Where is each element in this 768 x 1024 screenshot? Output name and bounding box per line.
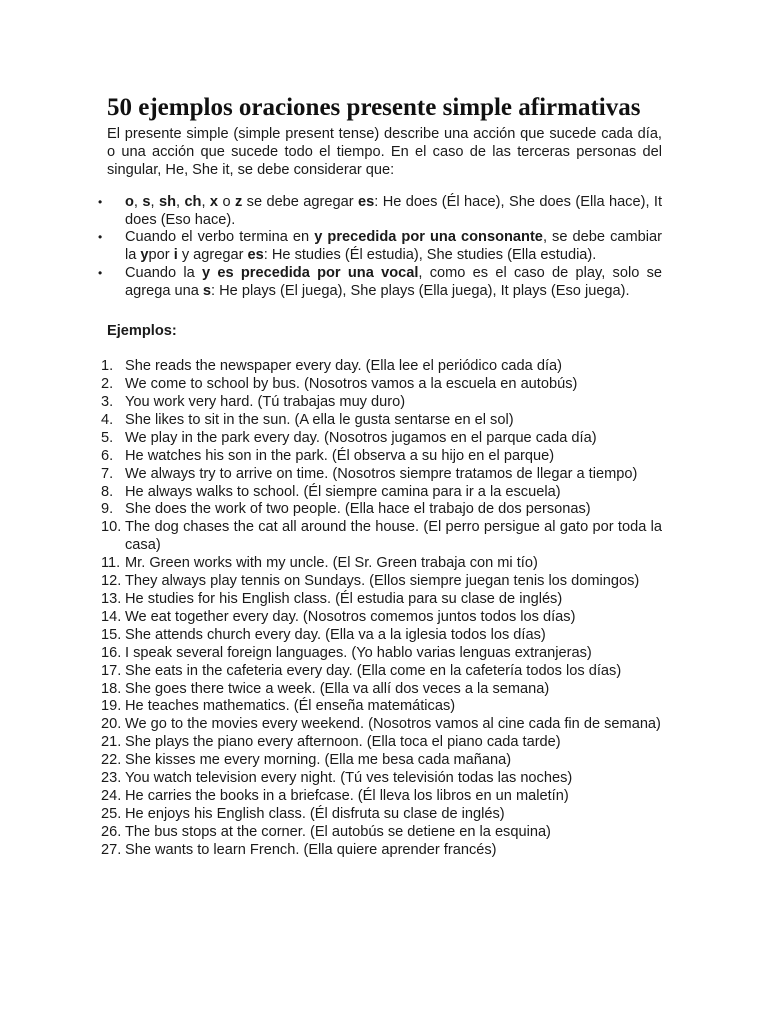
example-item xyxy=(101,394,662,412)
example-number: 10. xyxy=(101,519,122,536)
example-text: The bus stops at the corner. (El autobús se detiene en la esquina) xyxy=(125,823,551,840)
example-number: 25. xyxy=(101,805,122,822)
example-text: She goes there twice a week. (Ella va allí dos veces a la semana) xyxy=(125,680,550,697)
example-number: 23. xyxy=(101,770,122,787)
example-text: They always play tennis on Sundays. (Ellos siempre juegan tenis los domingos) xyxy=(125,573,640,590)
bullet-icon: • xyxy=(98,265,103,280)
rule-text: , xyxy=(133,194,143,210)
rule-emphasis: y precedida por una consonante xyxy=(314,229,543,246)
rule-emphasis: x xyxy=(209,194,219,210)
example-item xyxy=(101,698,662,716)
bullet-icon: • xyxy=(98,195,103,209)
example-number: 16. xyxy=(101,644,122,661)
rule-text: : He studies (Él estudia), She studies (Ella estudia). xyxy=(263,247,597,264)
example-number: 9. xyxy=(101,501,114,518)
rule-text: o xyxy=(218,194,235,210)
rule-text: : He plays (El juega), She plays (Ella juega), It plays (Eso juega). xyxy=(211,282,630,299)
example-item xyxy=(101,662,662,681)
example-text: She reads the newspaper every day. (Ella lee el periódico cada día) xyxy=(125,358,562,375)
example-number: 19. xyxy=(101,698,122,715)
example-number: 21. xyxy=(101,734,122,751)
example-item xyxy=(101,734,662,752)
rule-emphasis: es xyxy=(358,194,375,210)
rule-emphasis: o xyxy=(125,194,134,210)
rule-text: , xyxy=(175,194,185,210)
example-item xyxy=(101,429,662,448)
example-item xyxy=(101,483,662,502)
rule-text: : He does (Él hace), She does (Ella hace), It does (Eso hace). xyxy=(125,194,663,228)
example-text: He enjoys his English class. (Él disfruta su clase de inglés) xyxy=(125,805,505,822)
example-text: We eat together every day. (Nosotros comemos juntos todos los días) xyxy=(125,608,576,625)
example-number: 3. xyxy=(101,394,114,411)
example-text: He carries the books in a briefcase. (Él lleva los libros en un maletín) xyxy=(125,787,569,804)
examples-list xyxy=(101,358,662,859)
rule-emphasis: s xyxy=(202,282,212,299)
example-text: She does the work of two people. (Ella hace el trabajo de dos personas) xyxy=(125,501,591,518)
rule-item xyxy=(98,229,662,264)
page-title: 50 ejemplos oraciones presente simple afirmativas xyxy=(107,94,641,121)
example-text: She plays the piano every afternoon. (Ella toca el piano cada tarde) xyxy=(125,734,561,751)
example-text: You work very hard. (Tú trabajas muy duro) xyxy=(125,394,406,411)
rule-text: se debe agregar xyxy=(242,194,359,210)
rule-text: por xyxy=(148,247,174,264)
example-number: 26. xyxy=(101,823,122,840)
example-item xyxy=(101,358,662,376)
document-body xyxy=(98,92,663,860)
rule-emphasis: z xyxy=(234,194,243,210)
example-item xyxy=(101,555,662,573)
rule-text: Cuando la xyxy=(125,264,203,281)
example-item xyxy=(101,376,662,394)
example-number: 17. xyxy=(101,662,122,679)
example-item xyxy=(101,841,662,860)
rule-emphasis: es xyxy=(247,247,264,264)
example-text: We play in the park every day. (Nosotros jugamos en el parque cada día) xyxy=(125,429,597,446)
example-number: 1. xyxy=(101,358,114,375)
example-text: We come to school by bus. (Nosotros vamos a la escuela en autobús) xyxy=(125,376,578,393)
example-number: 6. xyxy=(101,447,114,464)
example-text: The dog chases the cat all around the house. (El perro persigue al gato por toda la casa) xyxy=(125,519,662,554)
example-text: We always try to arrive on time. (Nosotros siempre tratamos de llegar a tiempo) xyxy=(125,465,638,482)
example-number: 8. xyxy=(101,483,114,500)
rule-emphasis: s xyxy=(142,194,151,210)
example-text: You watch television every night. (Tú ves televisión todas las noches) xyxy=(125,770,573,787)
example-number: 22. xyxy=(101,752,122,769)
rule-text: , se debe cambiar la xyxy=(125,229,662,264)
example-number: 5. xyxy=(101,429,114,446)
example-text: He watches his son in the park. (Él observa a su hijo en el parque) xyxy=(125,447,555,464)
intro-paragraph: El presente simple (simple present tense) describe una acción que sucede cada día, o una acción que sucede todo el tiempo. En el caso de las terceras personas del singular, He, She it, se debe considerar que: xyxy=(107,126,662,178)
example-text: She kisses me every morning. (Ella me besa cada mañana) xyxy=(125,752,512,769)
example-text: She attends church every day. (Ella va a la iglesia todos los días) xyxy=(125,626,546,643)
example-number: 18. xyxy=(101,680,122,697)
example-item xyxy=(101,447,662,466)
rule-item xyxy=(98,194,663,229)
example-number: 24. xyxy=(101,787,122,804)
example-item xyxy=(101,501,662,519)
example-number: 12. xyxy=(101,573,122,590)
rule-emphasis: y es precedida por una vocal xyxy=(202,264,419,281)
example-item xyxy=(101,573,662,591)
rule-text: , como es el caso de play, solo se agrega una xyxy=(125,264,663,299)
example-item xyxy=(101,519,662,555)
example-number: 14. xyxy=(101,608,122,625)
example-item xyxy=(101,805,662,824)
rule-item xyxy=(98,264,663,300)
example-text: He studies for his English class. (Él estudia para su clase de inglés) xyxy=(125,591,563,607)
example-item xyxy=(101,644,662,663)
example-item xyxy=(101,787,662,806)
example-item xyxy=(101,411,662,430)
rule-text: , xyxy=(201,194,210,210)
bullet-icon: • xyxy=(98,230,103,245)
example-item xyxy=(101,626,662,645)
example-number: 7. xyxy=(101,465,114,482)
example-item xyxy=(101,465,662,484)
rules-list xyxy=(98,194,663,300)
rule-text: y agregar xyxy=(177,247,248,264)
example-text: Mr. Green works with my uncle. (El Sr. Green trabaja con mi tío) xyxy=(125,555,538,572)
example-text: She wants to learn French. (Ella quiere aprender francés) xyxy=(125,841,497,858)
rule-emphasis: ch xyxy=(184,194,202,210)
example-item xyxy=(101,770,662,788)
example-text: I speak several foreign languages. (Yo hablo varias lenguas extranjeras) xyxy=(125,644,592,661)
example-number: 4. xyxy=(101,411,114,428)
rule-emphasis: i xyxy=(173,247,178,264)
rule-emphasis: y xyxy=(140,247,149,264)
example-number: 27. xyxy=(101,841,122,858)
example-number: 13. xyxy=(101,591,122,607)
example-text: She eats in the cafeteria every day. (Ella come en la cafetería todos los días) xyxy=(125,662,622,679)
example-item xyxy=(101,752,662,770)
rule-emphasis: sh xyxy=(158,194,176,210)
example-item xyxy=(101,823,662,842)
example-item xyxy=(101,716,662,734)
example-number: 2. xyxy=(101,376,114,393)
example-number: 11. xyxy=(101,555,121,572)
example-text: We go to the movies every weekend. (Nosotros vamos al cine cada fin de semana) xyxy=(125,716,661,733)
example-text: She likes to sit in the sun. (A ella le gusta sentarse en el sol) xyxy=(125,411,514,428)
rule-text: Cuando el verbo termina en xyxy=(125,229,315,246)
example-item xyxy=(101,591,662,609)
example-number: 15. xyxy=(101,626,122,643)
example-item xyxy=(101,608,662,627)
example-item xyxy=(101,680,662,699)
rule-text: , xyxy=(150,194,159,210)
examples-heading: Ejemplos: xyxy=(107,323,177,340)
example-text: He always walks to school. (Él siempre camina para ir a la escuela) xyxy=(125,483,561,500)
example-number: 20. xyxy=(101,716,122,733)
example-text: He teaches mathematics. (Él enseña matemáticas) xyxy=(125,698,456,715)
